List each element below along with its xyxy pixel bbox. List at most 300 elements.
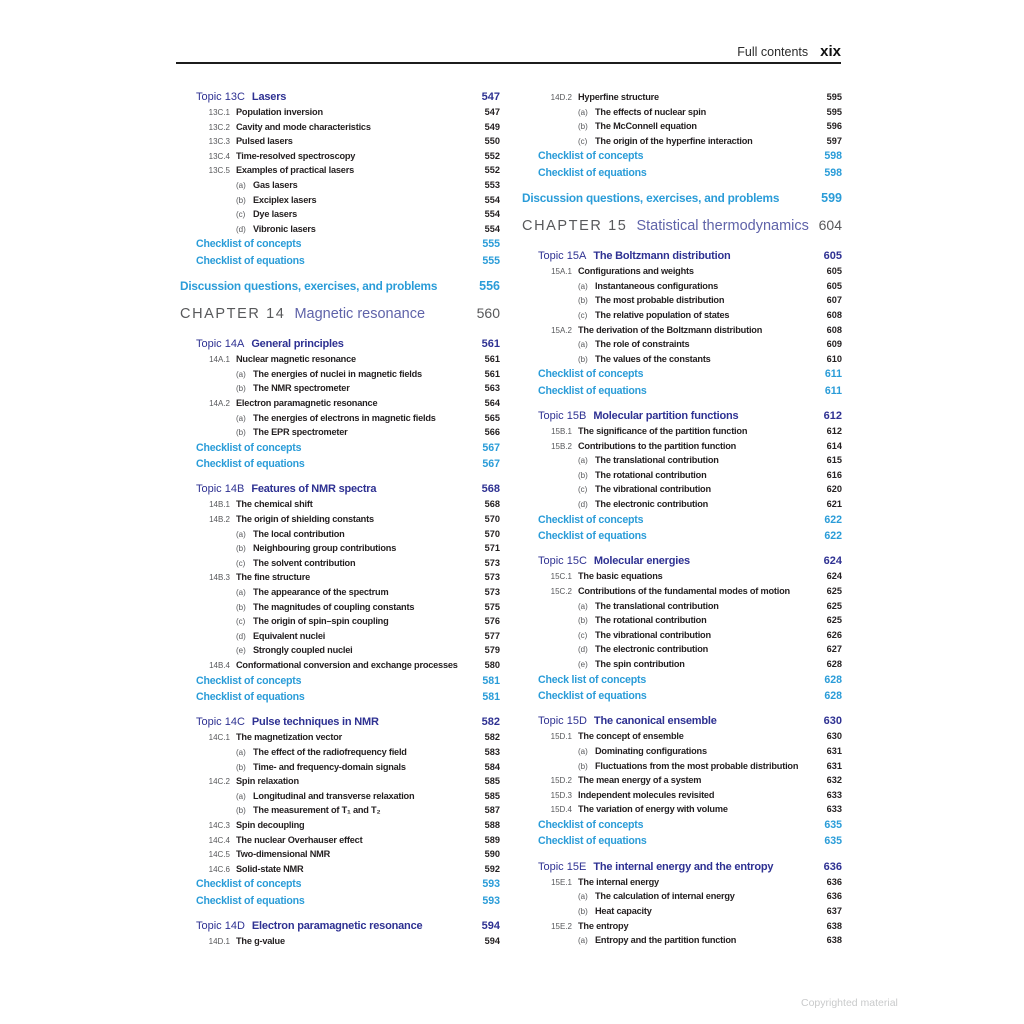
entry-label [180, 803, 481, 819]
toc-sub-row [180, 760, 500, 775]
entry-text: Checklist of equations [196, 458, 305, 471]
entry-label [522, 497, 823, 513]
entry-text: The role of constraints [595, 339, 690, 350]
toc-sub-row [180, 193, 500, 208]
entry-text: Time- and frequency-domain signals [253, 761, 406, 772]
entry-text: Fluctuations from the most probable distribution [595, 760, 799, 771]
entry-page-number: 637 [826, 905, 842, 916]
toc-checklist-row [180, 456, 500, 472]
entry-label [180, 275, 475, 297]
entry-text: Configurations and weights [578, 266, 694, 277]
entry-label [538, 714, 820, 729]
entry-label [196, 90, 478, 105]
entry-text: The measurement of T₁ and T₂ [253, 805, 381, 816]
entry-label [196, 715, 478, 730]
entry-text: Checklist of equations [196, 894, 305, 907]
entry-label [522, 482, 823, 498]
entry-label [522, 279, 823, 295]
entry-page-number: 592 [484, 863, 500, 874]
toc-section-row [522, 264, 842, 279]
entry-page-number: 608 [826, 309, 842, 320]
toc-sub-row [180, 556, 500, 571]
entry-text: Exciplex lasers [253, 194, 317, 205]
toc-section-row [180, 847, 500, 862]
toc-section-row [180, 512, 500, 527]
entry-label [180, 134, 481, 150]
entry-number: 13C.1 [208, 108, 230, 117]
entry-number: 15A.2 [551, 325, 572, 335]
entry-page-number: 589 [484, 834, 500, 845]
entry-label [196, 456, 478, 472]
entry-page-number: 595 [826, 106, 842, 117]
toc-section-row [180, 120, 500, 135]
entry-page-number: 630 [823, 715, 842, 728]
entry-page-number: 573 [484, 587, 500, 598]
toc-section-row [522, 875, 842, 890]
entry-label [538, 512, 820, 528]
toc-topic-row [522, 714, 842, 729]
entry-label [538, 148, 820, 164]
entry-number: Topic 15D [538, 715, 587, 728]
toc-checklist-row [522, 672, 842, 688]
entry-page-number: 582 [484, 732, 500, 743]
entry-page-number: 568 [481, 483, 500, 496]
entry-page-number: 593 [482, 878, 500, 891]
entry-page-number: 547 [481, 91, 500, 103]
toc-section-row [522, 773, 842, 788]
toc-section-row [180, 163, 500, 178]
entry-page-number: 573 [484, 572, 500, 583]
entry-text: Heat capacity [595, 905, 652, 916]
entry-page-number: 633 [826, 789, 842, 800]
entry-number: (b) [578, 122, 588, 132]
toc-checklist-row [180, 689, 500, 705]
entry-page-number: 605 [826, 266, 842, 277]
toc-topic-row [522, 249, 842, 264]
toc-section-row [180, 818, 500, 833]
entry-number: 13C.2 [208, 122, 230, 132]
entry-text: Checklist of concepts [538, 368, 644, 381]
entry-label [522, 439, 823, 455]
entry-title: General principles [251, 338, 344, 351]
toc-section-row [180, 862, 500, 877]
entry-text: The entropy [578, 920, 629, 931]
entry-label [180, 541, 481, 557]
toc-sub-row [522, 293, 842, 308]
entry-number: 15D.2 [550, 776, 572, 786]
entry-text: The vibrational contribution [595, 629, 711, 640]
entry-label [180, 847, 481, 863]
toc-section-row [180, 149, 500, 164]
entry-number: 14B.4 [209, 661, 230, 670]
entry-label [538, 528, 820, 544]
toc-sub-row [522, 352, 842, 367]
entry-label [522, 788, 823, 804]
entry-label [180, 789, 481, 805]
entry-text: The internal energy [578, 876, 659, 887]
entry-label [180, 425, 481, 441]
toc-section-row [522, 90, 842, 105]
entry-page-number: 587 [484, 805, 500, 816]
entry-page-number: 563 [484, 383, 500, 394]
entry-label [180, 396, 481, 412]
entry-number: (a) [578, 892, 588, 902]
toc-section-row [180, 105, 500, 120]
toc-sub-row [180, 643, 500, 658]
entry-number: (a) [578, 601, 588, 611]
entry-label [180, 149, 481, 165]
entry-text: Discussion questions, exercises, and problems [522, 191, 780, 206]
entry-page-number: 636 [826, 876, 842, 887]
entry-number: 13C.4 [208, 151, 230, 161]
entry-text: The spin contribution [595, 659, 685, 669]
toc-checklist-row [522, 688, 842, 704]
entry-page-number: 630 [826, 731, 842, 742]
entry-number: Topic 14C [196, 716, 245, 729]
entry-label [180, 302, 473, 326]
toc-section-row [180, 833, 500, 848]
entry-text: Strongly coupled nuclei [253, 645, 353, 656]
entry-label [180, 730, 481, 746]
toc-section-row [180, 134, 500, 149]
entry-number: (a) [578, 936, 588, 946]
entry-text: Cavity and mode characteristics [236, 121, 371, 132]
toc-topic-row [522, 554, 842, 569]
entry-number: 14C.1 [208, 733, 230, 743]
entry-text: Population inversion [236, 107, 323, 117]
entry-number: CHAPTER 14 [180, 306, 286, 323]
entry-text: The effects of nuclear spin [595, 106, 707, 117]
entry-text: Contributions to the partition function [578, 440, 737, 451]
entry-label [180, 643, 481, 659]
entry-page-number: 624 [826, 571, 842, 582]
entry-page-number: 555 [482, 238, 500, 251]
entry-label [196, 337, 478, 352]
entry-text: The nuclear Overhauser effect [236, 834, 363, 845]
entry-number: (c) [578, 485, 588, 495]
entry-page-number: 610 [826, 353, 842, 364]
entry-text: Checklist of concepts [196, 238, 302, 251]
toc-checklist-row [180, 893, 500, 909]
entry-number: (b) [578, 616, 588, 626]
entry-page-number: 566 [484, 427, 500, 438]
entry-text: The values of the constants [595, 353, 711, 364]
entry-label [196, 876, 478, 892]
entry-page-number: 636 [823, 860, 842, 873]
entry-number: (b) [236, 602, 246, 612]
toc-sub-row [522, 904, 842, 919]
entry-number: (a) [578, 746, 588, 756]
entry-page-number: 599 [821, 191, 842, 206]
entry-page-number: 598 [824, 150, 842, 163]
entry-text: The solvent contribution [253, 557, 356, 568]
entry-number: (a) [578, 340, 588, 350]
entry-text: Checklist of equations [196, 690, 305, 703]
entry-page-number: 635 [824, 818, 842, 831]
toc-topic-row [180, 715, 500, 730]
entry-label [180, 163, 481, 179]
entry-number: (a) [236, 588, 246, 598]
entry-number: CHAPTER 15 [522, 218, 628, 235]
entry-number: 14C.5 [208, 850, 230, 860]
entry-page-number: 576 [484, 616, 500, 627]
entry-label [538, 860, 820, 875]
entry-label [522, 904, 823, 920]
entry-text: Pulsed lasers [236, 136, 293, 147]
entry-number: (c) [578, 136, 588, 146]
toc-sub-row [522, 279, 842, 294]
entry-number: (b) [236, 195, 246, 205]
entry-page-number: 555 [482, 254, 500, 267]
entry-number: 15D.1 [550, 732, 572, 742]
toc-sub-row [522, 308, 842, 323]
entry-text: The energies of electrons in magnetic fields [253, 412, 436, 423]
page-header [737, 43, 841, 61]
entry-number: 14C.2 [208, 777, 230, 787]
entry-text: The translational contribution [595, 600, 719, 611]
entry-label [522, 744, 823, 760]
entry-label [196, 236, 478, 252]
entry-number: (c) [236, 210, 246, 220]
entry-number: Topic 15C [538, 555, 587, 568]
entry-page-number: 633 [826, 804, 842, 815]
entry-number: (a) [236, 529, 246, 539]
entry-number: (b) [578, 296, 588, 306]
toc-sub-row [522, 933, 842, 948]
entry-label [522, 352, 823, 368]
entry-number: (a) [578, 107, 588, 117]
entry-label [522, 323, 823, 339]
entry-number: (a) [236, 747, 246, 757]
entry-page-number: 552 [484, 150, 500, 161]
entry-label [538, 409, 820, 424]
entry-page-number: 595 [826, 92, 842, 102]
toc-section-row [180, 658, 500, 673]
toc-section-row [180, 774, 500, 789]
toc-checklist-row [180, 876, 500, 892]
entry-page-number: 612 [826, 426, 842, 437]
entry-label [196, 440, 478, 456]
toc-sub-row [522, 119, 842, 134]
entry-page-number: 567 [482, 458, 500, 471]
entry-text: Independent molecules revisited [578, 789, 715, 800]
entry-text: Neighbouring group contributions [253, 543, 397, 554]
toc-sub-row [180, 222, 500, 237]
entry-label [522, 468, 823, 484]
toc-sub-row [180, 585, 500, 600]
entry-text: The appearance of the spectrum [253, 587, 389, 598]
toc-discussion-row [180, 275, 500, 297]
entry-label [522, 642, 823, 658]
entry-label [538, 165, 820, 181]
entry-text: The variation of energy with volume [578, 804, 728, 815]
entry-label [180, 222, 481, 238]
entry-number: 15A.1 [551, 267, 572, 277]
entry-number: (d) [578, 500, 588, 510]
entry-page-number: 575 [484, 601, 500, 612]
toc-sub-row [522, 482, 842, 497]
entry-number: (e) [236, 646, 246, 656]
entry-label [180, 411, 481, 427]
entry-text: The rotational contribution [595, 469, 707, 480]
entry-page-number: 624 [823, 555, 842, 568]
toc-section-row [522, 919, 842, 934]
entry-page-number: 561 [481, 338, 500, 351]
entry-label [180, 570, 481, 586]
entry-label [522, 264, 823, 280]
entry-number: Topic 15E [538, 860, 587, 873]
entry-page-number: 622 [824, 530, 842, 543]
entry-number: 15D.4 [550, 805, 572, 815]
toc-sub-row [180, 541, 500, 556]
entry-page-number: 605 [823, 250, 842, 263]
toc-sub-row [180, 411, 500, 426]
toc-section-row [522, 788, 842, 803]
entry-label [538, 672, 820, 688]
entry-page-number: 620 [826, 484, 842, 495]
entry-text: The fine structure [236, 572, 310, 583]
toc-section-row [522, 802, 842, 817]
toc-section-row [180, 570, 500, 585]
toc-discussion-row [522, 187, 842, 209]
entry-label [180, 862, 481, 878]
entry-label [538, 554, 820, 569]
entry-page-number: 550 [484, 136, 500, 147]
entry-page-number: 556 [479, 279, 500, 294]
entry-page-number: 552 [484, 165, 500, 176]
toc-sub-row [180, 425, 500, 440]
entry-label [196, 689, 478, 705]
entry-title: Molecular partition functions [593, 410, 739, 423]
entry-title: The canonical ensemble [593, 715, 717, 728]
entry-title: The internal energy and the entropy [593, 860, 774, 873]
toc-sub-row [522, 134, 842, 149]
entry-number: 14D.2 [550, 93, 572, 102]
toc-checklist-row [522, 148, 842, 164]
entry-page-number: 554 [484, 209, 500, 220]
header-running-title: Full contents [737, 45, 809, 59]
entry-page-number: 554 [484, 223, 500, 234]
entry-page-number: 627 [826, 644, 842, 655]
entry-label [522, 889, 823, 905]
entry-title: Molecular energies [593, 555, 690, 568]
entry-text: Checklist of equations [538, 384, 647, 397]
toc-topic-row [522, 409, 842, 424]
entry-text: Checklist of equations [538, 689, 647, 702]
entry-text: Hyperfine structure [578, 92, 659, 102]
entry-label [538, 249, 820, 264]
entry-label [522, 134, 823, 150]
entry-title: The Boltzmann distribution [593, 250, 731, 263]
entry-label [538, 833, 820, 849]
entry-label [522, 569, 823, 585]
toc-section-row [180, 497, 500, 512]
entry-title: Electron paramagnetic resonance [251, 920, 423, 933]
entry-number: 14A.1 [209, 355, 230, 365]
entry-title: Pulse techniques in NMR [251, 716, 379, 729]
entry-page-number: 590 [484, 849, 500, 860]
toc-section-row [522, 439, 842, 454]
entry-text: Checklist of concepts [196, 441, 302, 454]
entry-page-number: 604 [818, 217, 842, 234]
entry-number: (a) [578, 456, 588, 466]
entry-title: Lasers [251, 91, 287, 103]
entry-page-number: 621 [826, 499, 842, 510]
entry-text: Instantaneous configurations [595, 280, 719, 291]
entry-page-number: 571 [484, 543, 500, 554]
entry-text: Checklist of equations [538, 166, 647, 179]
toc-sub-row [522, 599, 842, 614]
entry-text: Checklist of concepts [538, 818, 644, 831]
entry-text: The local contribution [253, 528, 345, 539]
toc-sub-row [522, 105, 842, 120]
entry-page-number: 631 [826, 760, 842, 771]
entry-page-number: 583 [484, 746, 500, 757]
entry-number: (a) [236, 180, 246, 190]
entry-page-number: 549 [484, 121, 500, 132]
entry-text: The McConnell equation [595, 121, 697, 132]
entry-label [538, 366, 821, 382]
entry-label [522, 187, 817, 209]
entry-label [180, 497, 481, 513]
entry-label [180, 774, 481, 790]
entry-number: Topic 15B [538, 410, 587, 423]
toc-column-left [180, 80, 500, 949]
entry-page-number: 582 [481, 716, 500, 729]
entry-number: (b) [578, 906, 588, 916]
entry-label [196, 253, 478, 269]
entry-label [522, 729, 823, 745]
toc-sub-row [522, 497, 842, 512]
entry-page-number: 594 [484, 936, 500, 947]
entry-page-number: 564 [484, 397, 500, 408]
entry-text: The most probable distribution [595, 295, 725, 306]
entry-label [196, 482, 478, 497]
entry-number: (b) [236, 544, 246, 554]
entry-number: 15D.3 [550, 790, 572, 800]
entry-page-number: 560 [476, 305, 500, 322]
entry-number: 15C.1 [550, 572, 572, 582]
entry-page-number: 567 [482, 441, 500, 454]
entry-page-number: 622 [824, 513, 842, 526]
toc-topic-row [180, 90, 500, 105]
toc-sub-row [522, 453, 842, 468]
entry-number: (b) [236, 806, 246, 816]
entry-text: The magnetization vector [236, 732, 342, 743]
entry-label [180, 556, 481, 572]
toc-sub-row [522, 642, 842, 657]
entry-text: Longitudinal and transverse relaxation [253, 790, 415, 801]
entry-number: 14B.1 [209, 500, 230, 510]
entry-label [522, 919, 823, 935]
entry-label [180, 745, 481, 761]
entry-label [180, 600, 481, 616]
entry-page-number: 547 [484, 107, 500, 117]
entry-page-number: 631 [826, 745, 842, 756]
toc-section-row [522, 424, 842, 439]
entry-page-number: 570 [484, 514, 500, 525]
toc-checklist-row [522, 817, 842, 833]
entry-page-number: 615 [826, 455, 842, 466]
toc-checklist-row [180, 440, 500, 456]
entry-text: The calculation of internal energy [595, 891, 735, 902]
entry-text: Check list of concepts [538, 673, 647, 686]
entry-label [180, 367, 481, 383]
entry-text: The relative population of states [595, 309, 730, 320]
entry-page-number: 568 [484, 499, 500, 510]
toc-sub-row [522, 759, 842, 774]
toc-topic-row [180, 919, 500, 934]
